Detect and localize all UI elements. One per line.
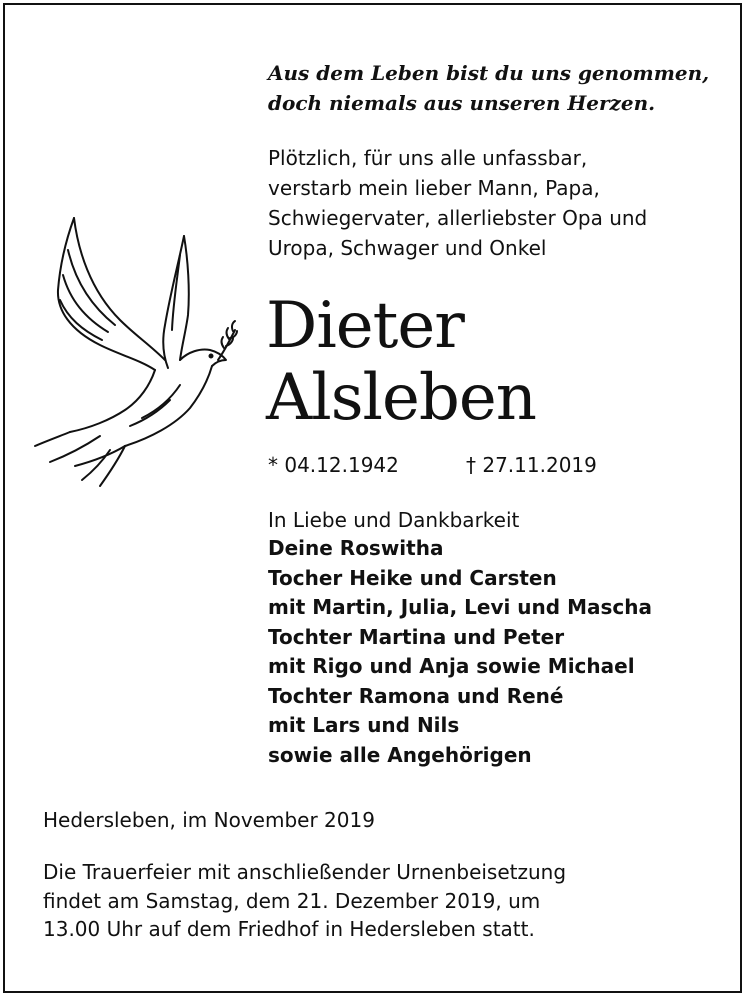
quote-line: Aus dem Leben bist du uns genommen, <box>268 61 710 85</box>
funeral-line: Die Trauerfeier mit anschließender Urnenbeisetzung <box>43 860 567 884</box>
mourners-intro: In Liebe und Dankbarkeit <box>268 508 520 532</box>
announcement-line: Plötzlich, für uns alle unfassbar, <box>268 146 588 170</box>
mourner-line: Tochter Ramona und René <box>268 683 564 708</box>
birth-date: * 04.12.1942 <box>268 453 399 477</box>
funeral-info <box>43 858 723 944</box>
mourners-list <box>268 534 728 770</box>
announcement-line: Uropa, Schwager und Onkel <box>268 236 547 260</box>
mourner-line: mit Martin, Julia, Levi und Mascha <box>268 595 652 619</box>
announcement-line: Schwiegervater, allerliebster Opa und <box>268 206 648 230</box>
announcement-text <box>268 143 728 263</box>
dove-icon <box>30 210 255 495</box>
funeral-line: findet am Samstag, dem 21. Dezember 2019, um <box>43 888 541 913</box>
place-and-date: Hedersleben, im November 2019 <box>43 808 375 832</box>
mourner-line: sowie alle Angehörigen <box>268 742 532 767</box>
quote-line: doch niemals aus unseren Herzen. <box>268 91 656 115</box>
announcement-line: verstarb mein lieber Mann, Papa, <box>268 176 600 200</box>
mourner-line: Tocher Heike und Carsten <box>268 565 557 590</box>
mourner-line: Tochter Martina und Peter <box>268 624 565 649</box>
life-dates <box>268 450 728 480</box>
mourner-line: Deine Roswitha <box>268 536 444 560</box>
first-name: Dieter <box>266 289 464 363</box>
last-name: Alsleben <box>266 361 536 435</box>
funeral-line: 13.00 Uhr auf dem Friedhof in Hedersleben statt. <box>43 917 535 941</box>
mourner-line: mit Lars und Nils <box>268 713 460 737</box>
death-date: † 27.11.2019 <box>466 453 597 477</box>
mourner-line: mit Rigo und Anja sowie Michael <box>268 654 635 678</box>
memorial-quote <box>268 58 728 118</box>
deceased-name <box>266 290 726 434</box>
